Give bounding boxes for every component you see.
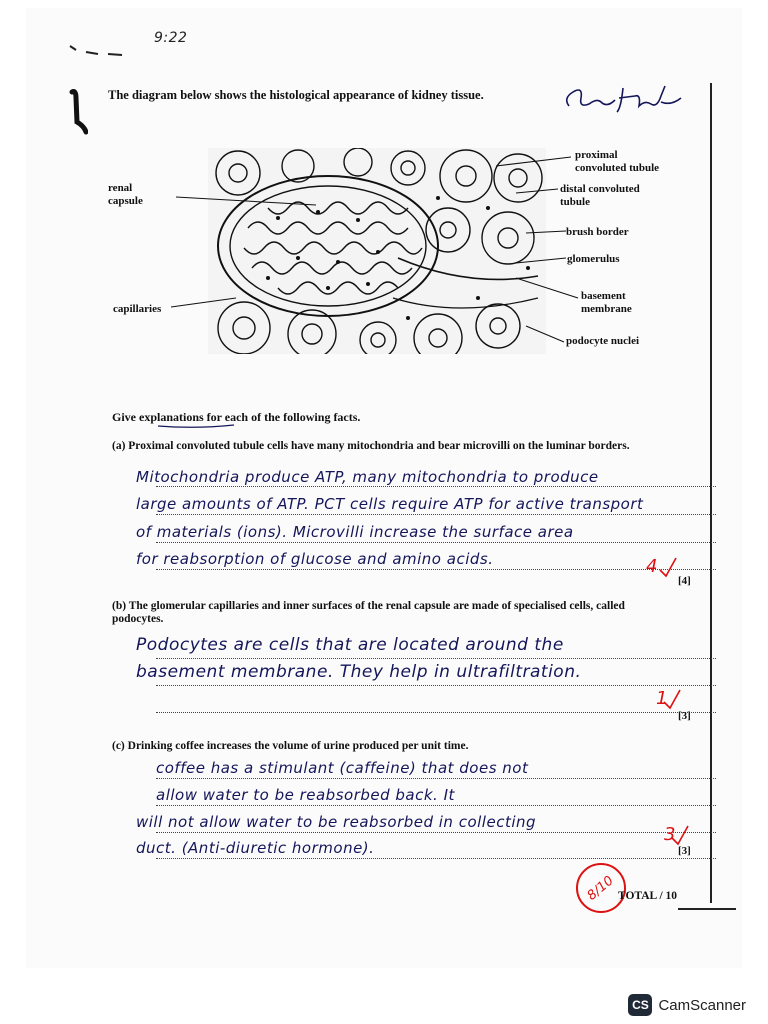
answer-line	[156, 685, 716, 686]
label-capillaries: capillaries	[113, 303, 162, 315]
answer-c-line-3: will not allow water to be reabsorbed in collecting	[136, 813, 537, 831]
time-written: 9:22	[154, 30, 188, 46]
total-score: 8/10	[584, 872, 617, 904]
camscanner-watermark	[628, 994, 746, 1016]
answer-c-line-2: allow water to be reabsorbed back. It	[156, 786, 455, 804]
marks-b: [3]	[678, 710, 691, 722]
label-basement-membrane: basement membrane	[581, 290, 632, 315]
answer-line	[156, 658, 716, 659]
instruction-text: Give explanations for each of the following facts.	[112, 410, 361, 424]
answer-line	[156, 514, 716, 515]
answer-line	[156, 486, 716, 487]
label-glomerulus: glomerulus	[567, 253, 620, 265]
instruction-underline	[156, 423, 236, 429]
total-label: TOTAL / 10	[618, 890, 678, 902]
tick-mark	[662, 688, 682, 712]
label-proximal-tubule: proximal convoluted tubule	[575, 149, 660, 174]
marks-c: [3]	[678, 845, 691, 857]
camscanner-text: CamScanner	[658, 996, 746, 1014]
answer-line	[156, 542, 716, 543]
label-brush-border: brush border	[566, 226, 629, 238]
total-score-circle	[576, 863, 626, 913]
answer-line	[156, 832, 716, 833]
score-c: 3	[664, 824, 676, 845]
exam-page	[26, 8, 742, 968]
answer-line	[156, 569, 716, 570]
score-b: 1	[656, 688, 668, 709]
answer-b-line-1: Podocytes are cells that are located around the	[136, 635, 564, 655]
label-podocyte-nuclei: podocyte nuclei	[566, 335, 640, 347]
intro-text: The diagram below shows the histological appearance of kidney tissue.	[108, 88, 484, 102]
answer-b-line-2: basement membrane. They help in ultrafiltration.	[136, 662, 582, 682]
score-a: 4	[646, 556, 658, 577]
tick-mark	[658, 556, 678, 580]
answer-c-line-1: coffee has a stimulant (caffeine) that does not	[156, 759, 529, 777]
answer-line	[156, 805, 716, 806]
question-a-text: (a) Proximal convoluted tubule cells have many mitochondria and bear microvilli on the luminar borders.	[112, 440, 630, 452]
question-c-text: (c) Drinking coffee increases the volume of urine produced per unit time.	[112, 740, 469, 752]
answer-a-line-1: Mitochondria produce ATP, many mitochondria to produce	[136, 468, 599, 486]
answer-line	[156, 712, 716, 713]
camscanner-logo-icon: CS	[628, 994, 652, 1016]
label-renal-capsule: renal capsule	[108, 182, 143, 207]
answer-c-line-4: duct. (Anti-diuretic hormone).	[136, 839, 375, 857]
answer-a-line-2: large amounts of ATP. PCT cells require ATP for active transport	[136, 495, 644, 513]
answer-a-line-4: for reabsorption of glucose and amino acids.	[136, 550, 494, 568]
answer-line	[156, 858, 716, 859]
answer-a-line-3: of materials (ions). Microvilli increase the surface area	[136, 523, 574, 541]
label-distal-tubule: distal convoluted tubule	[560, 183, 640, 208]
answer-line	[156, 778, 716, 779]
question-b-text: (b) The glomerular capillaries and inner surfaces of the renal capsule are made of specialised cells, called podocytes.	[112, 600, 625, 625]
marks-a: [4]	[678, 575, 691, 587]
total-underline	[678, 908, 736, 910]
